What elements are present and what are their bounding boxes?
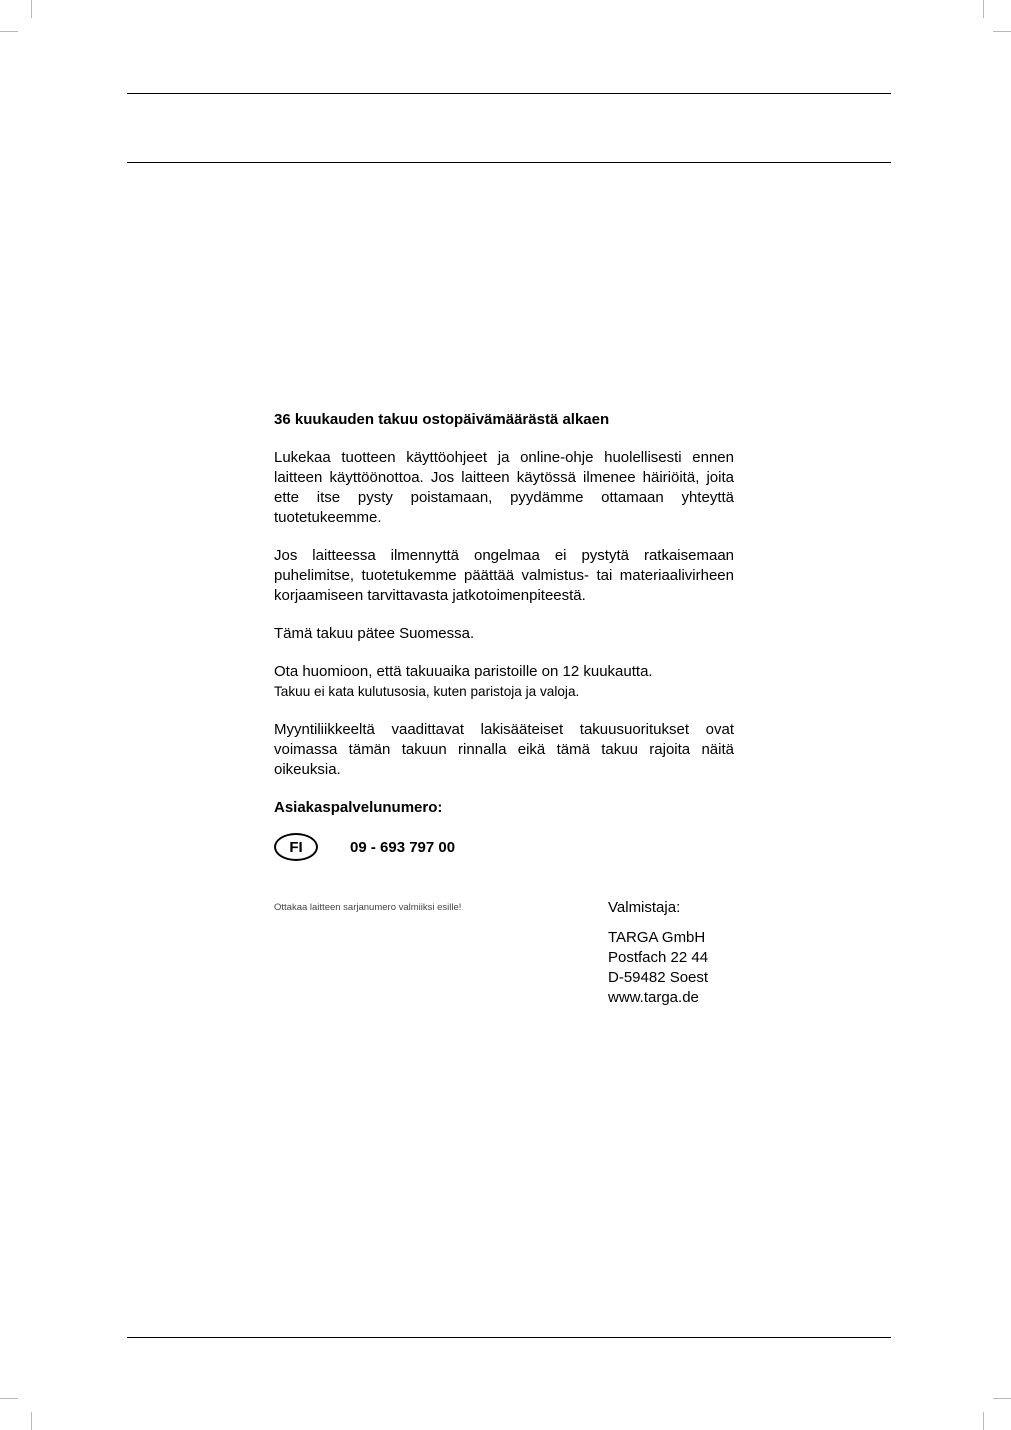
crop-mark-bottom-right-h	[993, 1398, 1011, 1399]
warranty-paragraph-4	[274, 662, 734, 702]
header-rule-top	[127, 93, 891, 94]
warranty-heading: 36 kuukauden takuu ostopäivämäärästä alkaen	[274, 411, 610, 428]
warranty-paragraph-5: Myyntiliikkeeltä vaadittavat lakisääteiset takuusuoritukset ovat voimassa tämän takuun rinnalla eikä tämä takuu rajoita näitä oikeuksia.	[274, 721, 734, 778]
crop-mark-bottom-left	[31, 1412, 32, 1430]
serial-number-note: Ottakaa laitteen sarjanumero valmiiksi esille!	[274, 902, 462, 913]
hotline-phone-number: 09 - 693 797 00	[350, 838, 456, 856]
hotline-row	[274, 832, 734, 862]
manufacturer-title: Valmistaja:	[608, 899, 681, 916]
manufacturer-postbox: Postfach 22 44	[608, 949, 709, 966]
manufacturer-city: D-59482 Soest	[608, 969, 709, 986]
crop-mark-top-right-h	[993, 31, 1011, 32]
warranty-paragraph-2: Jos laitteessa ilmennyttä ongelmaa ei pystytä ratkaisemaan puhelimitse, tuotetukemme päättää valmistus- tai materiaalivirheen korjaamiseen tarvittavasta jatkotoimenpiteestä.	[274, 547, 734, 604]
warranty-paragraph-1: Lukekaa tuotteen käyttöohjeet ja online-ohje huolellisesti ennen laitteen käyttöönottoa. Jos laitteen käytössä ilmenee häiriöitä, joita ette itse pysty poistamaan, pyydämme ottamaan yhteyttä tuotetukeemme.	[274, 449, 734, 526]
manufacturer-name: TARGA GmbH	[608, 929, 706, 946]
crop-mark-top-right	[983, 0, 984, 18]
crop-mark-top-left	[31, 0, 32, 18]
crop-mark-top-left-h	[0, 31, 18, 32]
country-code-badge: FI	[274, 833, 318, 861]
manufacturer-website: www.targa.de	[608, 989, 699, 1006]
warranty-paragraph-3: Tämä takuu pätee Suomessa.	[274, 625, 475, 642]
crop-mark-bottom-left-h	[0, 1398, 18, 1399]
footer-rule	[127, 1337, 891, 1338]
battery-warranty-text: Ota huomioon, että takuuaika paristoille on 12 kuukautta.	[274, 663, 653, 680]
warranty-section	[274, 410, 734, 862]
header-rule-bottom	[127, 162, 891, 163]
crop-mark-bottom-right	[983, 1412, 984, 1430]
manufacturer-block	[608, 898, 708, 1008]
consumables-note: Takuu ei kata kulutusosia, kuten paristoja ja valoja.	[274, 684, 580, 699]
hotline-title: Asiakaspalvelunumero:	[274, 799, 443, 816]
